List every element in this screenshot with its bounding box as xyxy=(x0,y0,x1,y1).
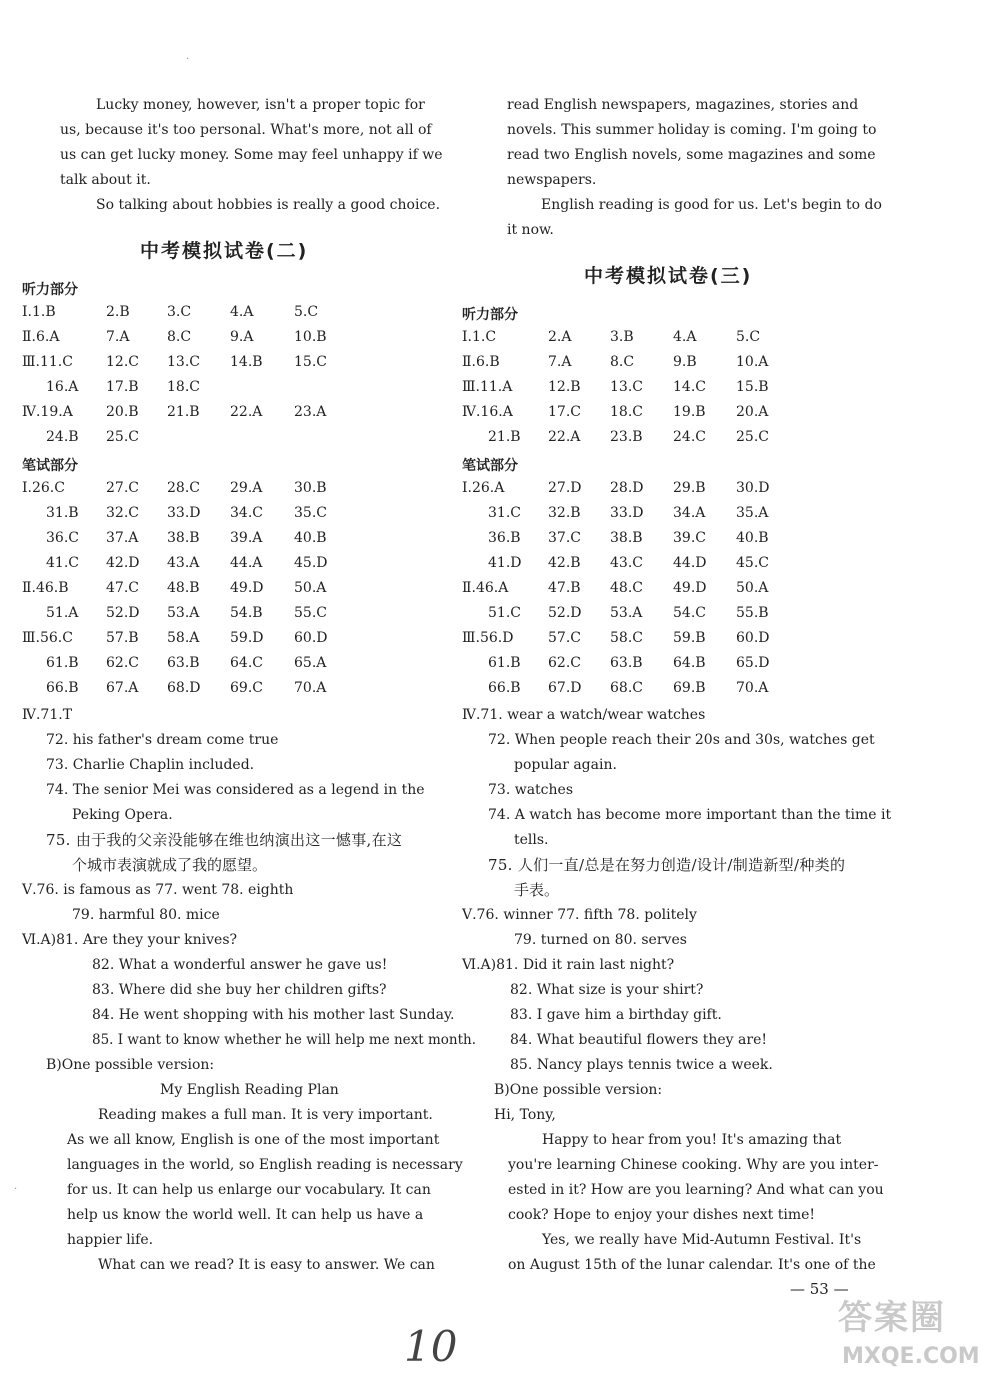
answer-row xyxy=(462,403,902,421)
answer-cell: 67.D xyxy=(548,680,582,696)
exam2-part4-line-3: 73. Charlie Chaplin included. xyxy=(46,757,255,773)
answer-cell: 42.B xyxy=(548,555,581,571)
answer-cell: 8.C xyxy=(167,329,192,345)
answer-cell: Ⅲ.56.D xyxy=(462,630,514,646)
answer-cell: 27.D xyxy=(548,480,582,496)
answer-row xyxy=(462,529,902,547)
answer-cell: 33.D xyxy=(167,505,201,521)
answer-cell: 57.C xyxy=(548,630,581,646)
answer-cell: 22.A xyxy=(230,404,263,420)
answer-cell: 36.C xyxy=(46,530,79,546)
answer-row xyxy=(462,353,902,371)
right-intro-line-2: novels. This summer holiday is coming. I'm going to xyxy=(507,122,877,138)
answer-row xyxy=(462,328,902,346)
answer-cell: 54.B xyxy=(230,605,263,621)
letter-line-2: Happy to hear from you! It's amazing that xyxy=(542,1132,842,1148)
answer-cell: 39.A xyxy=(230,530,263,546)
exam2-part6a-line-5: 85. I want to know whether he will help me next month. xyxy=(92,1032,477,1048)
answer-cell: 4.A xyxy=(673,329,697,345)
answer-cell: 35.C xyxy=(294,505,327,521)
answer-cell: 30.B xyxy=(294,480,327,496)
answer-cell: 35.A xyxy=(736,505,769,521)
answer-cell: 70.A xyxy=(736,680,769,696)
answer-cell: 27.C xyxy=(106,480,139,496)
exam2-listening-label: 听力部分 xyxy=(22,282,78,298)
answer-cell: 59.D xyxy=(230,630,264,646)
left-intro-line-1: Lucky money, however, isn't a proper topic for xyxy=(96,97,425,113)
answer-cell: 41.D xyxy=(488,555,522,571)
exam3-part4-line-2: 72. When people reach their 20s and 30s, watches get xyxy=(488,732,875,748)
answer-cell: 36.B xyxy=(488,530,521,546)
exam3-part6a-line-5: 85. Nancy plays tennis twice a week. xyxy=(510,1057,773,1073)
answer-row xyxy=(462,629,902,647)
answer-cell: 14.B xyxy=(230,354,263,370)
answer-cell: 22.A xyxy=(548,429,581,445)
answer-cell: 52.D xyxy=(548,605,582,621)
essay-line-7: What can we read? It is easy to answer. We can xyxy=(98,1257,435,1273)
answer-cell: Ⅲ.56.C xyxy=(22,630,73,646)
answer-cell: 54.C xyxy=(673,605,706,621)
answer-row xyxy=(22,629,462,647)
left-intro-line-5: So talking about hobbies is really a good choice. xyxy=(96,197,441,213)
answer-cell: 16.A xyxy=(46,379,79,395)
exam2-part4-line-1: Ⅳ.71.T xyxy=(22,707,73,723)
answer-cell: 18.C xyxy=(167,379,200,395)
answer-cell: 43.C xyxy=(610,555,643,571)
exam3-part5-line-2: 79. turned on 80. serves xyxy=(514,932,687,948)
answer-row xyxy=(22,679,462,697)
answer-cell: 65.D xyxy=(736,655,770,671)
answer-row xyxy=(462,604,902,622)
answer-cell: 14.C xyxy=(673,379,706,395)
exam2-part4-line-5: Peking Opera. xyxy=(72,807,173,823)
exam3-part6a-line-4: 84. What beautiful flowers they are! xyxy=(510,1032,767,1048)
answer-row xyxy=(462,479,902,497)
answer-cell: 50.A xyxy=(736,580,769,596)
speck-dot: · xyxy=(14,1184,18,1195)
answer-cell: 13.C xyxy=(167,354,200,370)
answer-row xyxy=(462,428,902,446)
answer-cell: 67.A xyxy=(106,680,139,696)
answer-cell: 32.B xyxy=(548,505,581,521)
exam2-part6a-line-2: 82. What a wonderful answer he gave us! xyxy=(92,957,388,973)
essay-line-2: As we all know, English is one of the most important xyxy=(67,1132,440,1148)
exam3-part6a-line-2: 82. What size is your shirt? xyxy=(510,982,704,998)
answer-row xyxy=(22,654,462,672)
exam2-title: 中考模拟试卷(二) xyxy=(140,240,309,262)
essay-title: My English Reading Plan xyxy=(160,1082,339,1098)
answer-cell: 51.A xyxy=(46,605,79,621)
answer-cell: 53.A xyxy=(610,605,643,621)
answer-cell: 49.D xyxy=(673,580,707,596)
answer-cell: 58.A xyxy=(167,630,200,646)
answer-row xyxy=(22,428,462,446)
answer-cell: 3.C xyxy=(167,304,192,320)
answer-cell: Ⅲ.11.A xyxy=(462,379,513,395)
answer-cell: 33.D xyxy=(610,505,644,521)
answer-cell: 63.B xyxy=(610,655,643,671)
answer-cell: 69.B xyxy=(673,680,706,696)
answer-cell: 34.A xyxy=(673,505,706,521)
answer-cell: 17.C xyxy=(548,404,581,420)
answer-cell: Ⅱ.6.A xyxy=(22,329,60,345)
answer-cell: 62.C xyxy=(548,655,581,671)
answer-cell: 23.A xyxy=(294,404,327,420)
answer-cell: 38.B xyxy=(610,530,643,546)
exam3-part4-line-7: 75. 人们一直/总是在努力创造/设计/制造新型/种类的 xyxy=(488,856,846,874)
answer-cell: 48.C xyxy=(610,580,643,596)
exam3-part4-line-5: 74. A watch has become more important than the time it xyxy=(488,807,892,823)
answer-cell: 5.C xyxy=(736,329,761,345)
exam3-part4-line-1: Ⅳ.71. wear a watch/wear watches xyxy=(462,707,706,723)
answer-cell: 9.B xyxy=(673,354,697,370)
letter-line-5: cook? Hope to enjoy your dishes next time! xyxy=(508,1207,816,1223)
site-watermark xyxy=(838,1290,998,1380)
answer-cell: 20.B xyxy=(106,404,139,420)
answer-cell: 21.B xyxy=(488,429,521,445)
answer-cell: 43.A xyxy=(167,555,200,571)
answer-cell: Ⅱ.46.B xyxy=(22,580,69,596)
answer-cell: 38.B xyxy=(167,530,200,546)
answer-row xyxy=(462,504,902,522)
handwritten-mark: 10 xyxy=(404,1322,458,1371)
exam2-part4-line-2: 72. his father's dream come true xyxy=(46,732,279,748)
exam3-part4-line-3: popular again. xyxy=(514,757,617,773)
answer-cell: 60.D xyxy=(736,630,770,646)
answer-row xyxy=(462,654,902,672)
left-intro-line-4: talk about it. xyxy=(60,172,151,188)
answer-cell: 41.C xyxy=(46,555,79,571)
answer-cell: 34.C xyxy=(230,505,263,521)
answer-row xyxy=(462,679,902,697)
answer-cell: 39.C xyxy=(673,530,706,546)
watermark-url-text: MXQE.COM xyxy=(842,1344,980,1369)
exam2-part5-line-2: 79. harmful 80. mice xyxy=(72,907,220,923)
answer-cell: 64.B xyxy=(673,655,706,671)
answer-cell: 30.D xyxy=(736,480,770,496)
right-intro-line-1: read English newspapers, magazines, stories and xyxy=(507,97,859,113)
answer-cell: 42.D xyxy=(106,555,140,571)
answer-cell: 7.A xyxy=(106,329,130,345)
exam2-part6a-line-1: Ⅵ.A)81. Are they your knives? xyxy=(22,932,238,948)
answer-row xyxy=(22,579,462,597)
answer-cell: 66.B xyxy=(46,680,79,696)
speck-dot: · xyxy=(186,54,190,65)
answer-cell: 55.B xyxy=(736,605,769,621)
right-intro-line-3: read two English novels, some magazines and some xyxy=(507,147,876,163)
letter-line-6: Yes, we really have Mid-Autumn Festival. It's xyxy=(542,1232,862,1248)
answer-cell: 55.C xyxy=(294,605,327,621)
answer-cell: 9.A xyxy=(230,329,254,345)
answer-row xyxy=(22,403,462,421)
exam3-part6b-label: B)One possible version: xyxy=(494,1082,663,1098)
answer-cell: 58.C xyxy=(610,630,643,646)
answer-row xyxy=(462,554,902,572)
right-intro-line-4: newspapers. xyxy=(507,172,597,188)
answer-row xyxy=(22,554,462,572)
exam3-part5-line-1: Ⅴ.76. winner 77. fifth 78. politely xyxy=(462,907,697,923)
exam2-part6a-line-3: 83. Where did she buy her children gifts? xyxy=(92,982,387,998)
answer-row xyxy=(22,604,462,622)
right-intro-line-6: it now. xyxy=(507,222,554,238)
answer-cell: 12.B xyxy=(548,379,581,395)
answer-cell: 52.D xyxy=(106,605,140,621)
answer-cell: 69.C xyxy=(230,680,263,696)
answer-cell: 60.D xyxy=(294,630,328,646)
answer-cell: 44.D xyxy=(673,555,707,571)
watermark-logo-text: 答案圈 xyxy=(838,1298,946,1338)
exam3-part6a-line-3: 83. I gave him a birthday gift. xyxy=(510,1007,722,1023)
answer-cell: 45.D xyxy=(294,555,328,571)
answer-cell: 51.C xyxy=(488,605,521,621)
essay-line-6: happier life. xyxy=(67,1232,154,1248)
answer-row xyxy=(22,479,462,497)
answer-row xyxy=(22,378,462,396)
answer-cell: 2.A xyxy=(548,329,572,345)
essay-line-5: help us know the world well. It can help us have a xyxy=(67,1207,424,1223)
answer-cell: 3.B xyxy=(610,329,634,345)
answer-cell: 20.A xyxy=(736,404,769,420)
answer-cell: 32.C xyxy=(106,505,139,521)
answer-cell: 29.B xyxy=(673,480,706,496)
letter-line-7: on August 15th of the lunar calendar. It's one of the xyxy=(508,1257,876,1273)
exam2-part4-line-4: 74. The senior Mei was considered as a legend in the xyxy=(46,782,425,798)
answer-cell: 13.C xyxy=(610,379,643,395)
left-intro-line-3: us can get lucky money. Some may feel unhappy if we xyxy=(60,147,443,163)
answer-cell: 40.B xyxy=(736,530,769,546)
answer-cell: 65.A xyxy=(294,655,327,671)
answer-row xyxy=(22,328,462,346)
exam3-part4-line-4: 73. watches xyxy=(488,782,573,798)
answer-row xyxy=(22,353,462,371)
answer-cell: Ⅰ.1.B xyxy=(22,304,56,320)
answer-cell: 31.B xyxy=(46,505,79,521)
right-intro-line-5: English reading is good for us. Let's begin to do xyxy=(541,197,882,213)
exam3-part4-line-6: tells. xyxy=(514,832,549,848)
answer-cell: 70.A xyxy=(294,680,327,696)
page-number: — 53 — xyxy=(790,1280,849,1298)
answer-row xyxy=(22,529,462,547)
answer-row xyxy=(462,378,902,396)
answer-cell: 61.B xyxy=(488,655,521,671)
answer-cell: 2.B xyxy=(106,304,130,320)
answer-cell: 24.B xyxy=(46,429,79,445)
exam2-part5-line-1: Ⅴ.76. is famous as 77. went 78. eighth xyxy=(22,882,294,898)
answer-cell: 61.B xyxy=(46,655,79,671)
answer-cell: 49.D xyxy=(230,580,264,596)
answer-row xyxy=(22,504,462,522)
exam3-listening-label: 听力部分 xyxy=(462,307,518,323)
answer-row xyxy=(462,579,902,597)
answer-cell: 59.B xyxy=(673,630,706,646)
answer-cell: 66.B xyxy=(488,680,521,696)
answer-cell: 40.B xyxy=(294,530,327,546)
answer-cell: Ⅱ.6.B xyxy=(462,354,500,370)
exam2-part4-line-7: 个城市表演就成了我的愿望。 xyxy=(72,856,268,874)
answer-cell: 29.A xyxy=(230,480,263,496)
answer-cell: 15.C xyxy=(294,354,327,370)
exam3-written-label: 笔试部分 xyxy=(462,458,518,474)
exam2-written-label: 笔试部分 xyxy=(22,458,78,474)
answer-cell: Ⅰ.26.C xyxy=(22,480,65,496)
answer-cell: 12.C xyxy=(106,354,139,370)
answer-cell: 44.A xyxy=(230,555,263,571)
answer-cell: 62.C xyxy=(106,655,139,671)
answer-cell: 18.C xyxy=(610,404,643,420)
answer-cell: 37.A xyxy=(106,530,139,546)
answer-cell: 45.C xyxy=(736,555,769,571)
essay-line-4: for us. It can help us enlarge our vocabulary. It can xyxy=(67,1182,431,1198)
answer-cell: 5.C xyxy=(294,304,319,320)
answer-cell: 21.B xyxy=(167,404,200,420)
answer-cell: Ⅰ.1.C xyxy=(462,329,497,345)
answer-cell: 68.C xyxy=(610,680,643,696)
answer-cell: Ⅰ.26.A xyxy=(462,480,505,496)
answer-cell: Ⅱ.46.A xyxy=(462,580,509,596)
answer-cell: 8.C xyxy=(610,354,635,370)
answer-cell: 15.B xyxy=(736,379,769,395)
answer-cell: 4.A xyxy=(230,304,254,320)
answer-cell: Ⅲ.11.C xyxy=(22,354,73,370)
letter-line-4: ested in it? How are you learning? And what can you xyxy=(508,1182,884,1198)
letter-line-3: you're learning Chinese cooking. Why are you inter- xyxy=(508,1157,879,1173)
answer-cell: 25.C xyxy=(736,429,769,445)
answer-cell: 50.A xyxy=(294,580,327,596)
exam3-part4-line-8: 手表。 xyxy=(514,881,560,899)
essay-line-3: languages in the world, so English reading is necessary xyxy=(67,1157,463,1173)
answer-cell: 7.A xyxy=(548,354,572,370)
answer-cell: 31.C xyxy=(488,505,521,521)
answer-cell: 53.A xyxy=(167,605,200,621)
answer-cell: 10.B xyxy=(294,329,327,345)
exam2-part4-line-6: 75. 由于我的父亲没能够在维也纳演出这一憾事,在这 xyxy=(46,831,403,849)
answer-cell: Ⅳ.16.A xyxy=(462,404,513,420)
exam3-part6a-line-1: Ⅵ.A)81. Did it rain last night? xyxy=(462,957,675,973)
answer-cell: 47.C xyxy=(106,580,139,596)
left-intro-line-2: us, because it's too personal. What's more, not all of xyxy=(60,122,432,138)
answer-cell: 23.B xyxy=(610,429,643,445)
exam3-title: 中考模拟试卷(三) xyxy=(584,265,753,287)
exam2-part6a-line-4: 84. He went shopping with his mother last Sunday. xyxy=(92,1007,455,1023)
answer-cell: 47.B xyxy=(548,580,581,596)
answer-cell: 68.D xyxy=(167,680,201,696)
answer-cell: 63.B xyxy=(167,655,200,671)
exam2-part6b-label: B)One possible version: xyxy=(46,1057,215,1073)
answer-cell: 37.C xyxy=(548,530,581,546)
answer-cell: Ⅳ.19.A xyxy=(22,404,73,420)
answer-cell: 25.C xyxy=(106,429,139,445)
answer-cell: 64.C xyxy=(230,655,263,671)
answer-cell: 28.D xyxy=(610,480,644,496)
letter-line-1: Hi, Tony, xyxy=(494,1107,556,1123)
answer-row xyxy=(22,303,462,321)
answer-cell: 17.B xyxy=(106,379,139,395)
answer-cell: 28.C xyxy=(167,480,200,496)
answer-cell: 19.B xyxy=(673,404,706,420)
essay-line-1: Reading makes a full man. It is very important. xyxy=(98,1107,433,1123)
answer-cell: 57.B xyxy=(106,630,139,646)
answer-cell: 24.C xyxy=(673,429,706,445)
answer-cell: 48.B xyxy=(167,580,200,596)
answer-cell: 10.A xyxy=(736,354,769,370)
